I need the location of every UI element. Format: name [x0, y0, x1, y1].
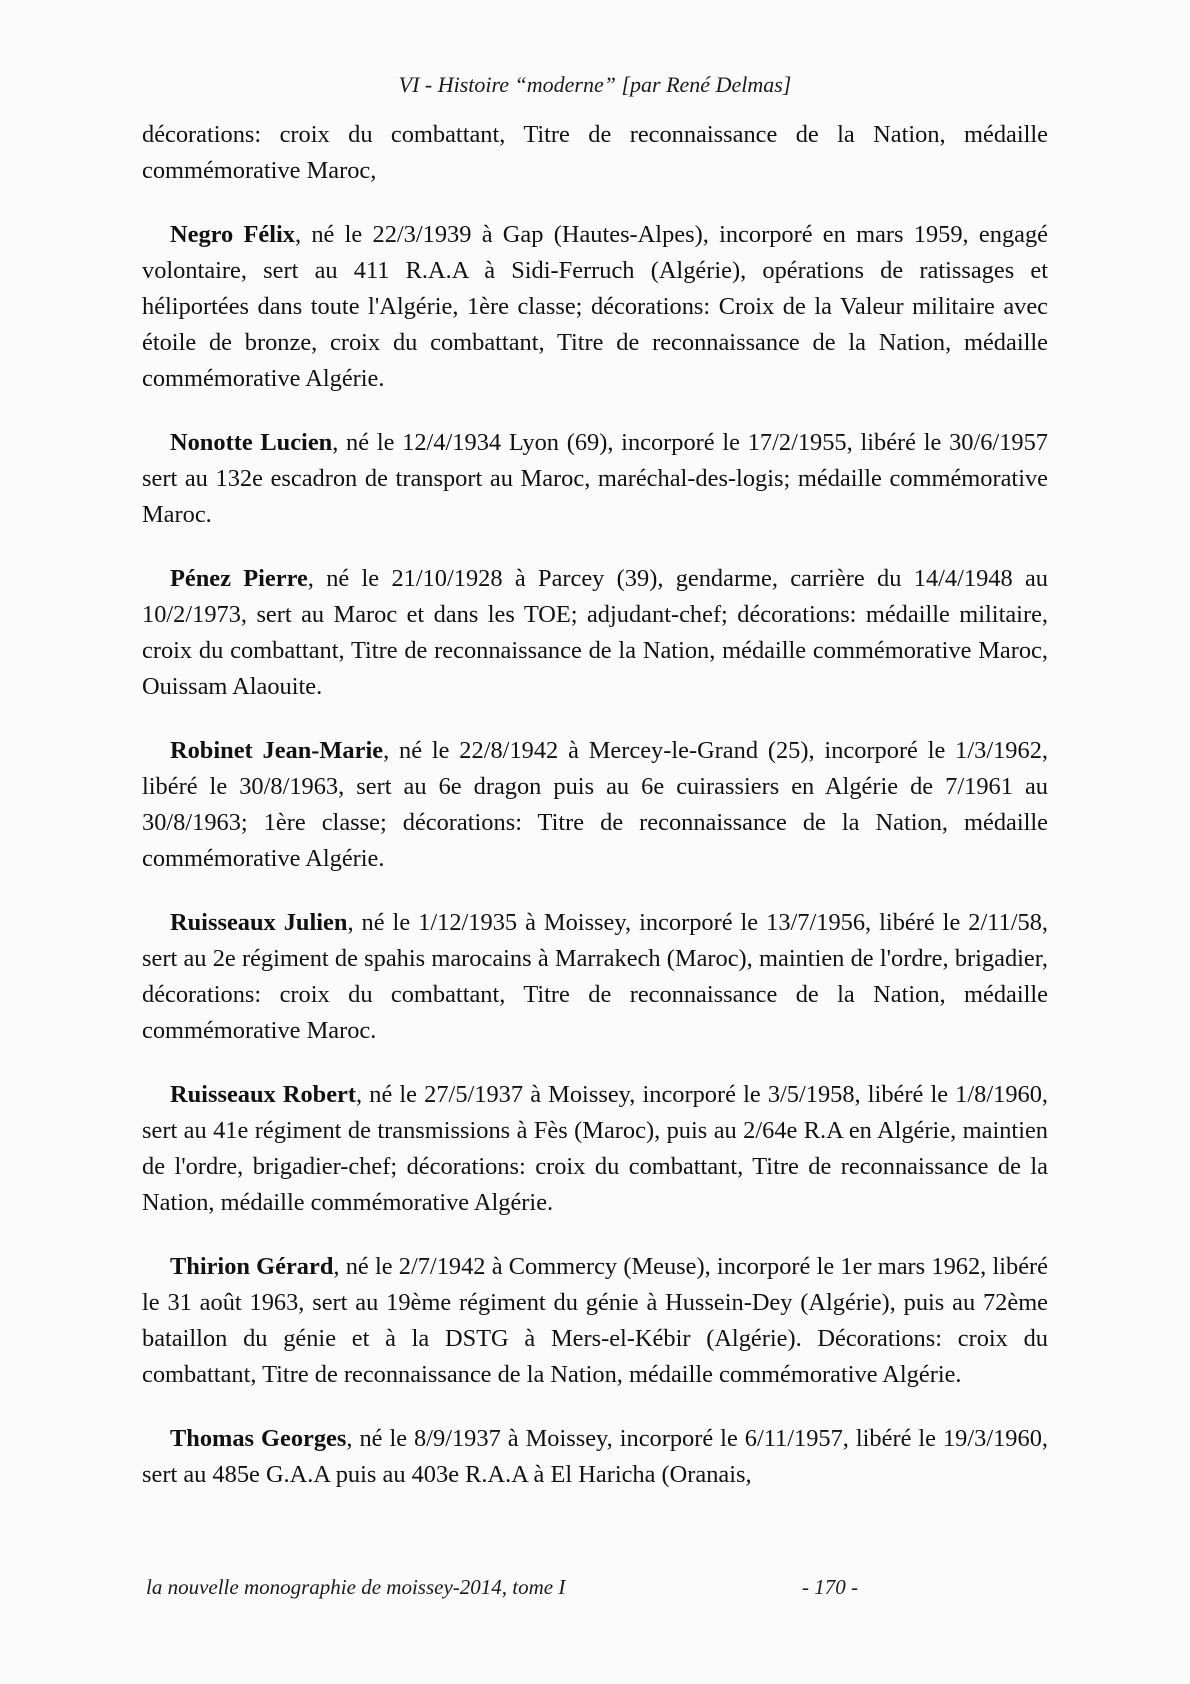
- entry-name: Robinet Jean-Marie: [170, 737, 384, 764]
- entry-text: , né le 22/8/1942 à Mercey-le-Grand (25), incorporé le 1/3/1962, libéré le 30/8/1963, sert au 6e dragon puis au 6e cuirassiers en Algérie de 7/1961 au 30/8/1963; 1ère classe; décorations: Titre de reconnaissance de la Nation, médaille commémorative Algérie.: [142, 737, 1048, 872]
- entry-name: Thirion Gérard: [170, 1253, 334, 1280]
- entry-paragraph: [142, 733, 1048, 877]
- page-number: - 170 -: [802, 1575, 858, 1599]
- entry-paragraph: [142, 905, 1048, 1049]
- footer-book-title: la nouvelle monographie de moissey-2014, tome I: [146, 1575, 566, 1599]
- entry-name: Ruisseaux Robert: [170, 1081, 357, 1108]
- entry-text: , né le 27/5/1937 à Moissey, incorporé le 3/5/1958, libéré le 1/8/1960, sert au 41e régiment de transmissions à Fès (Maroc), puis au 2/64e R.A en Algérie, maintien de l'ordre, brigadier-chef; décorations: croix du combattant, Titre de reconnaissance de la Nation, médaille commémorative Algérie.: [142, 1081, 1049, 1216]
- entry-name: Pénez Pierre: [170, 565, 308, 592]
- continuation-paragraph: décorations: croix du combattant, Titre de reconnaissance de la Nation, médaille commémorative Maroc,: [142, 121, 1048, 184]
- entry-paragraph: [142, 425, 1048, 533]
- entry-name: Nonotte Lucien: [170, 429, 333, 456]
- page-body: [142, 117, 1048, 1521]
- entry-paragraph: [142, 561, 1048, 705]
- entry-paragraph: [142, 1077, 1048, 1221]
- entry-text: , né le 8/9/1937 à Moissey, incorporé le 6/11/1957, libéré le 19/3/1960, sert au 485e G.A.A puis au 403e R.A.A à El Haricha (Oranais,: [142, 1425, 1048, 1488]
- entry-text: , né le 2/7/1942 à Commercy (Meuse), incorporé le 1er mars 1962, libéré le 31 août 1963, sert au 19ème régiment du génie à Hussein-Dey (Algérie), puis au 72ème bataillon du génie et à la DSTG à Mers-el-Kébir (Algérie). Décorations: croix du combattant, Titre de reconnaissance de la Nation, médaille commémorative Algérie.: [142, 1253, 1049, 1388]
- entry-text: , né le 21/10/1928 à Parcey (39), gendarme, carrière du 14/4/1948 au 10/2/1973, sert au Maroc et dans les TOE; adjudant-chef; décorations: médaille militaire, croix du combattant, Titre de reconnaissance de la Nation, médaille commémorative Maroc, Ouissam Alaouite.: [142, 565, 1048, 700]
- entry-paragraph: [142, 217, 1048, 397]
- entry-text: , né le 12/4/1934 Lyon (69), incorporé le 17/2/1955, libéré le 30/6/1957 sert au 132e escadron de transport au Maroc, maréchal-des-logis; médaille commémorative Maroc.: [142, 429, 1048, 528]
- entry-text: , né le 22/3/1939 à Gap (Hautes-Alpes), incorporé en mars 1959, engagé volontaire, sert au 411 R.A.A à Sidi-Ferruch (Algérie), opérations de ratissages et héliportées dans toute l'Algérie, 1ère classe; décorations: Croix de la Valeur militaire avec étoile de bronze, croix du combattant, Titre de reconnaissance de la Nation, médaille commémorative Algérie.: [142, 221, 1048, 392]
- entry-text: , né le 1/12/1935 à Moissey, incorporé le 13/7/1956, libéré le 2/11/58, sert au 2e régiment de spahis marocains à Marrakech (Maroc), maintien de l'ordre, brigadier, décorations: croix du combattant, Titre de reconnaissance de la Nation, médaille commémorative Maroc.: [142, 909, 1049, 1044]
- entry-name: Thomas Georges: [170, 1425, 347, 1452]
- entry-paragraph: [142, 1421, 1048, 1493]
- running-header: VI - Histoire “moderne” [par René Delmas]: [398, 72, 792, 97]
- entry-paragraph: [142, 1249, 1048, 1393]
- entry-name: Negro Félix: [170, 221, 295, 248]
- entry-name: Ruisseaux Julien: [170, 909, 348, 936]
